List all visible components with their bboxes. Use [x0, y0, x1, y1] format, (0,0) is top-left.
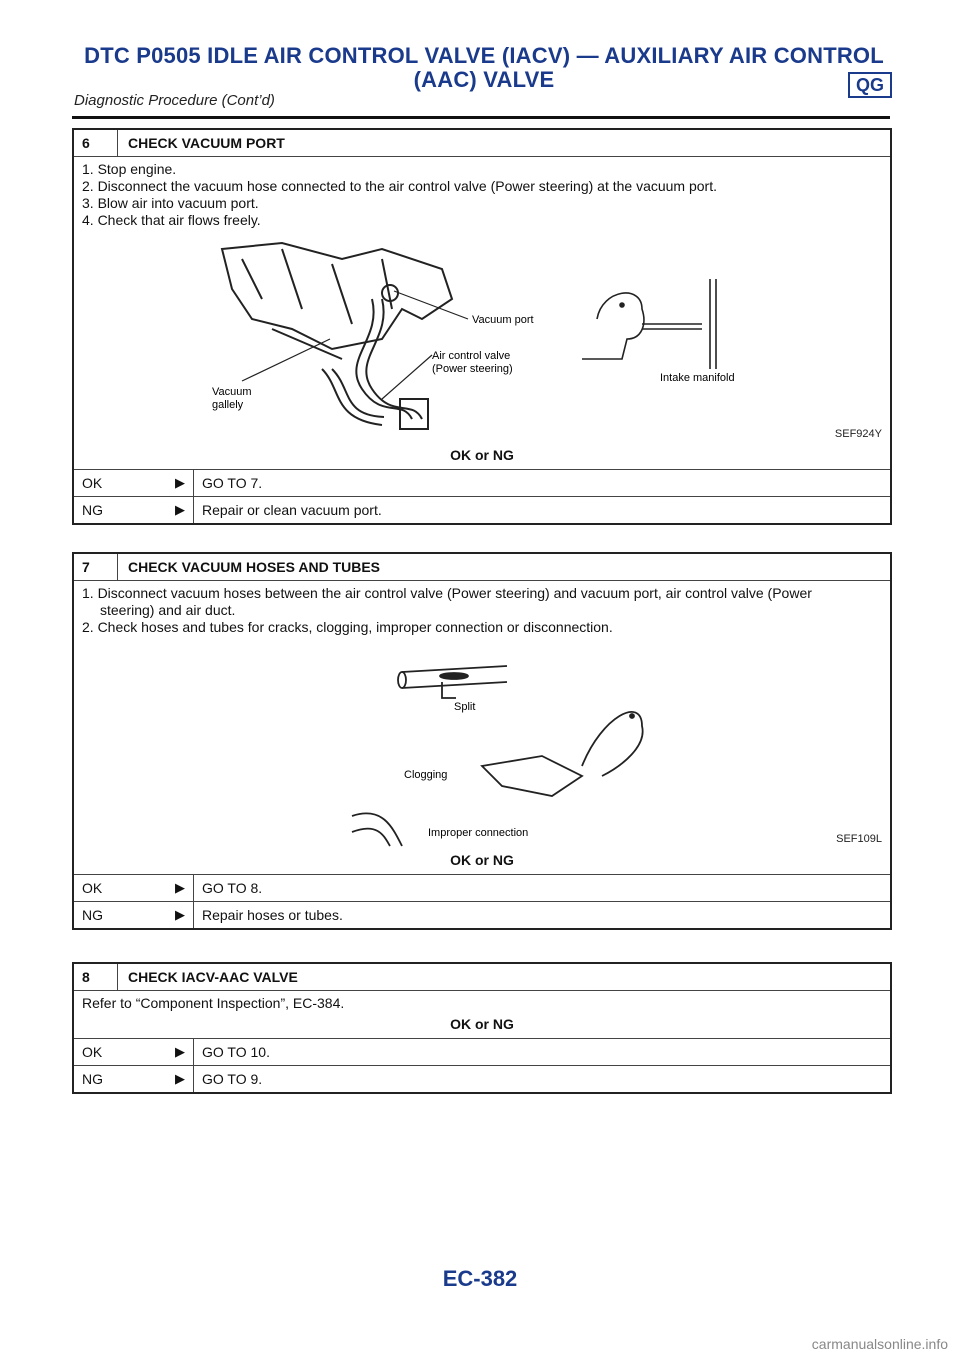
result-row-ng: [74, 496, 890, 523]
step-header: [74, 964, 890, 991]
result-row-ng: [74, 901, 890, 928]
step-number: 8: [74, 964, 118, 990]
step-body: [74, 991, 890, 1012]
label-air-control-valve: Air control valve: [432, 350, 511, 362]
result-row-ok: [74, 874, 890, 901]
result-value: Repair or clean vacuum port.: [202, 502, 382, 518]
result-value: Repair hoses or tubes.: [202, 907, 343, 923]
step-header: [74, 554, 890, 581]
instruction-line: Refer to “Component Inspection”, EC-384.: [82, 995, 345, 1011]
figure-hose-check: [82, 636, 882, 848]
label-improper-connection: Improper connection: [428, 827, 529, 839]
label-clogging: Clogging: [404, 769, 448, 781]
instruction-line: 4. Check that air flows freely.: [82, 212, 261, 228]
page-number: EC-382: [442, 1266, 518, 1291]
instruction-line: 2. Disconnect the vacuum hose connected to the air control valve (Power steering) at the vacuum port.: [82, 178, 717, 194]
step-number: 7: [74, 554, 118, 580]
instruction-line: 2. Check hoses and tubes for cracks, clogging, improper connection or disconnection.: [82, 619, 613, 635]
result-value: GO TO 7.: [202, 475, 263, 491]
instruction-line: 1. Stop engine.: [82, 161, 177, 177]
figure-vacuum-port: [82, 229, 882, 443]
hose-inspection-illustration: [82, 636, 882, 848]
step-number: 6: [74, 130, 118, 156]
label-intake-manifold: Intake manifold: [660, 372, 735, 384]
label-split: Split: [454, 701, 476, 713]
step-body: [74, 581, 890, 848]
page-subtitle: Diagnostic Procedure (Cont’d): [74, 92, 275, 109]
step-6-box: [72, 128, 892, 525]
model-badge: QG: [848, 72, 892, 98]
result-value: GO TO 9.: [202, 1071, 263, 1087]
instruction-line: 3. Blow air into vacuum port.: [82, 195, 259, 211]
result-row-ok: [74, 1038, 890, 1065]
result-key: NG: [82, 502, 103, 518]
step-title: CHECK VACUUM PORT: [128, 135, 285, 151]
step-title: CHECK VACUUM HOSES AND TUBES: [128, 559, 381, 575]
label-vacuum: Vacuum: [212, 386, 252, 398]
figure-code: SEF924Y: [834, 428, 882, 440]
header-rule: [72, 116, 890, 119]
instruction-line: 1. Disconnect vacuum hoses between the air control valve (Power steering) and vacuum port, air control valve (Power: [82, 585, 812, 601]
result-key: OK: [82, 1044, 103, 1060]
step-title: CHECK IACV-AAC VALVE: [128, 969, 298, 985]
arrow-right-icon: ▶: [175, 907, 185, 922]
page-title: [74, 44, 894, 92]
page-title-line1: DTC P0505 IDLE AIR CONTROL VALVE (IACV) — AUXILIARY AIR CONTROL: [84, 43, 884, 68]
result-row-ok: [74, 469, 890, 496]
arrow-right-icon: ▶: [175, 880, 185, 895]
label-gallely: gallely: [212, 399, 244, 411]
ok-or-ng-label: OK or NG: [450, 852, 514, 868]
arrow-right-icon: ▶: [175, 475, 185, 490]
label-power-steering: (Power steering): [432, 363, 513, 375]
step-7-box: [72, 552, 892, 930]
instruction-line: steering) and air duct.: [100, 602, 236, 618]
figure-code: SEF109L: [836, 833, 882, 845]
step-header: [74, 130, 890, 157]
result-key: NG: [82, 1071, 103, 1087]
result-value: GO TO 10.: [202, 1044, 270, 1060]
result-row-ng: [74, 1065, 890, 1092]
watermark: carmanualsonline.info: [811, 1336, 948, 1352]
arrow-right-icon: ▶: [175, 1044, 185, 1059]
label-vacuum-port: Vacuum port: [472, 314, 534, 326]
vacuum-port-illustration: [82, 229, 882, 443]
result-key: OK: [82, 475, 103, 491]
result-key: NG: [82, 907, 103, 923]
ok-or-ng-label: OK or NG: [450, 1016, 514, 1032]
step-body: [74, 157, 890, 443]
arrow-right-icon: ▶: [175, 502, 185, 517]
ok-or-ng-label: OK or NG: [450, 447, 514, 463]
result-key: OK: [82, 880, 103, 896]
step-8-box: [72, 962, 892, 1094]
page-title-line2: (AAC) VALVE: [413, 67, 555, 92]
arrow-right-icon: ▶: [175, 1071, 185, 1086]
result-value: GO TO 8.: [202, 880, 263, 896]
